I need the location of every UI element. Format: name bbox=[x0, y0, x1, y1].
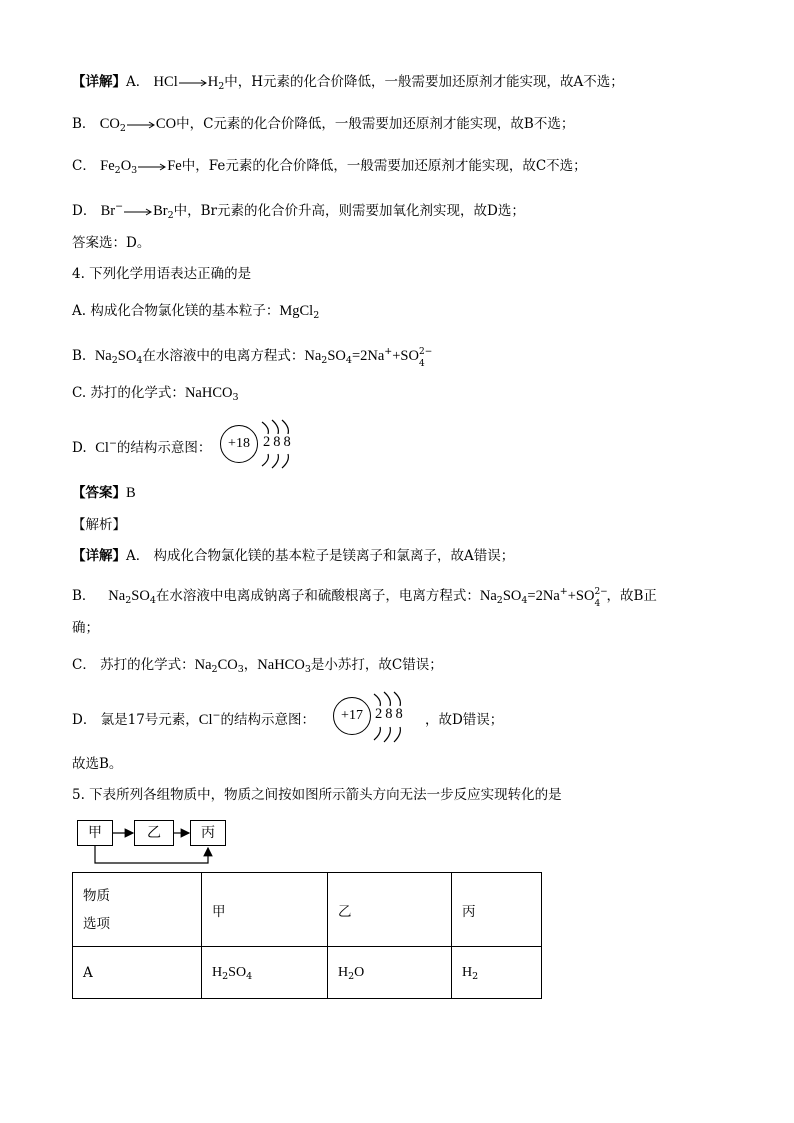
answer-tag: 【答案】 bbox=[72, 485, 126, 501]
analysis-line-b: B． $CO_2$ CO中，C元素的化合价降低，一般需要加还原剂才能实现，故B不选； bbox=[72, 116, 575, 134]
q4-option-b: B. $Na_2SO_4$在水溶液中的电离方程式：$Na_2SO_4=2Na^++SO$ 4 2− bbox=[72, 346, 433, 369]
analysis-line-a: 【详解】A． HCl $H_2$中，H元素的化合价降低，一般需要加还原剂才能实现，故A不选； bbox=[72, 74, 624, 92]
q4-option-a: A. 构成化合物氯化镁的基本粒子：MgCl$_2$ bbox=[72, 303, 320, 321]
q4-option-c: C. 苏打的化学式：NaHCO$_3$ bbox=[72, 385, 239, 403]
cl-ion-nucleus-circle-17: +17 bbox=[333, 697, 371, 735]
analysis-line-d: D． Br− $Br_2$中，Br元素的化合价升高，则需要加氧化剂实现，故D选； bbox=[72, 201, 525, 221]
reaction-arrow-icon bbox=[179, 78, 207, 88]
cl-ion-nucleus-circle: +18 bbox=[220, 425, 258, 463]
q4-analysis-tag: 【解析】 bbox=[72, 517, 126, 533]
q4-detail-d: D． 氯是17号元素，Cl−的结构示意图： ，故D错误； bbox=[72, 710, 504, 728]
analysis-answer: 答案选：D。 bbox=[72, 235, 151, 251]
flow-box-jia: 甲 bbox=[77, 820, 113, 846]
table-cell-bing: $H_2$ bbox=[452, 947, 542, 999]
analysis-line-c: C． $Fe_2O_3$ Fe中，Fe元素的化合价降低，一般需要加还原剂才能实现，故C不选； bbox=[72, 158, 587, 176]
reaction-arrow-icon bbox=[124, 207, 152, 217]
flow-arrows-icon bbox=[70, 815, 240, 870]
table-header-row bbox=[73, 873, 542, 947]
q4-option-d: D. Cl−的结构示意图： bbox=[72, 438, 212, 456]
electron-shell-counts-17: 288 bbox=[375, 706, 406, 722]
q4-detail-a: 【详解】A． 构成化合物氯化镁的基本粒子是镁离子和氯离子，故A错误； bbox=[72, 548, 515, 564]
q4-conclusion: 故选B。 bbox=[72, 756, 123, 772]
flow-box-bing: 丙 bbox=[190, 820, 226, 846]
table-header-corner: 物质 选项 bbox=[73, 873, 202, 947]
q4-detail-b-ion-charge: 4 2− bbox=[594, 587, 608, 609]
reaction-arrow-icon bbox=[127, 120, 155, 130]
q4-stem: 4. 下列化学用语表达正确的是 bbox=[72, 266, 252, 282]
detail-tag: 【详解】 bbox=[72, 74, 126, 90]
reaction-arrow-icon bbox=[138, 162, 166, 172]
q4-b-ion-charge: 4 2− bbox=[418, 347, 433, 369]
q4-detail-b: B． $Na_2SO_4$在水溶液中电离成钠离子和硫酸根离子，电离方程式：$Na_2SO_4=2Na^++SO$ 4 2− ，故B正 bbox=[72, 586, 657, 609]
electron-shell-counts: 288 bbox=[263, 434, 294, 450]
table-col-yi: 乙 bbox=[328, 873, 452, 947]
table-cell-option: A bbox=[73, 947, 202, 999]
q5-options-table bbox=[72, 872, 542, 999]
table-col-bing: 丙 bbox=[452, 873, 542, 947]
q4-answer: 【答案】B bbox=[72, 485, 136, 501]
flow-box-yi: 乙 bbox=[134, 820, 174, 846]
q4-detail-c: C． 苏打的化学式：$Na_2CO_3$，NaHCO$_3$是小苏打，故C错误； bbox=[72, 657, 443, 675]
table-col-jia: 甲 bbox=[202, 873, 328, 947]
table-row bbox=[73, 947, 542, 999]
table-cell-jia: $H_2SO_4$ bbox=[202, 947, 328, 999]
table-cell-yi: $H_2O$ bbox=[328, 947, 452, 999]
q5-stem: 5. 下表所列各组物质中，物质之间按如图所示箭头方向无法一步反应实现转化的是 bbox=[72, 787, 562, 803]
q4-detail-b-cont: 确； bbox=[72, 620, 99, 636]
